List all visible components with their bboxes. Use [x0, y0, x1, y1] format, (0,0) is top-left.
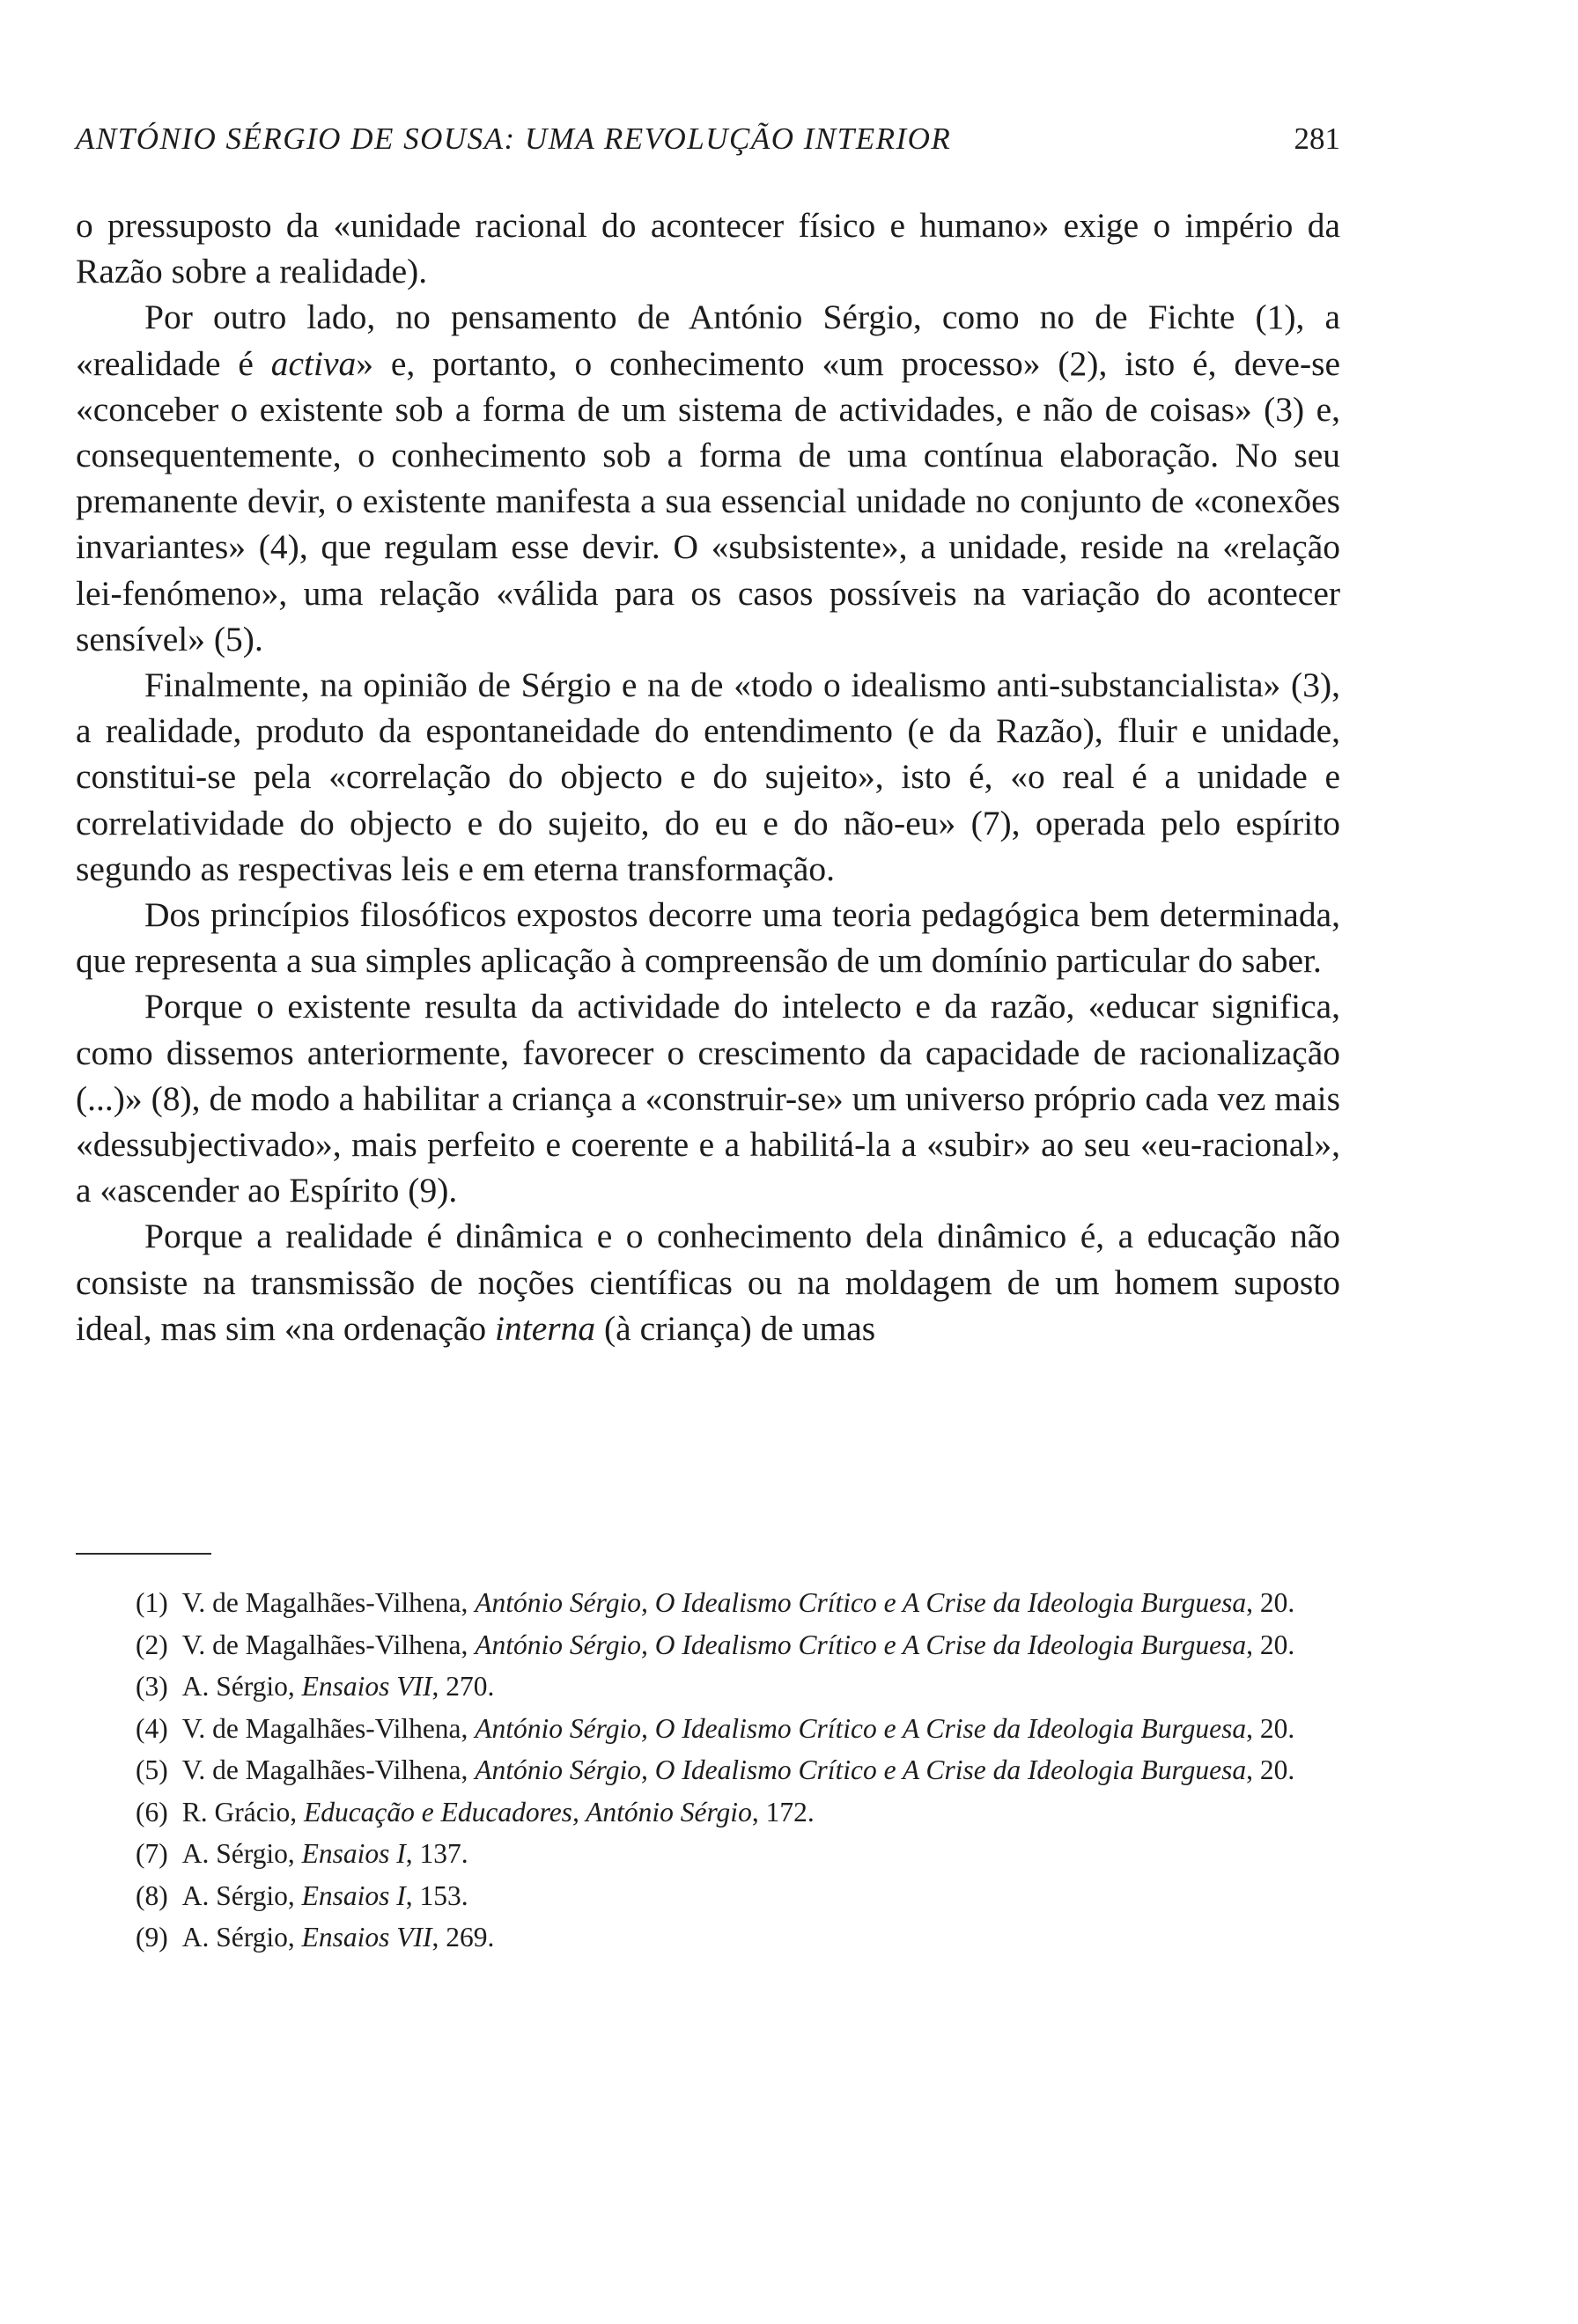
running-header: [76, 121, 1340, 174]
footnote-title: Ensaios I: [301, 1879, 406, 1911]
footnote-text: , 270.: [431, 1671, 495, 1702]
footnote-number: (4): [136, 1712, 168, 1744]
footnote-text: A. Sérgio,: [181, 1671, 302, 1702]
footnote-title: Ensaios VII: [301, 1922, 432, 1953]
footnote-text: , 20.: [1246, 1587, 1295, 1618]
footnote-title: Ensaios VII: [301, 1671, 432, 1702]
footnote-number: (2): [136, 1629, 168, 1660]
footnote-title: Ensaios I: [301, 1838, 406, 1869]
footnote-number: (8): [136, 1879, 168, 1911]
footnote-text: , 269.: [431, 1922, 495, 1953]
footnote-text: A. Sérgio,: [181, 1838, 302, 1869]
text-run: Porque a realidade é dinâmica e o conhecimento dela dinâmico é, a educação não consiste na transmissão de noções científicas ou na moldagem de um homem suposto ideal, mas sim «na ordenação: [76, 1217, 1340, 1348]
footnote-number: (9): [136, 1922, 168, 1953]
footnote-title: António Sérgio, O Idealismo Crítico e A Crise da Ideologia Burguesa: [475, 1587, 1247, 1618]
footnote-text: V. de Magalhães-Vilhena,: [181, 1587, 476, 1618]
footnote-text: R. Grácio,: [181, 1796, 304, 1828]
body-text: [76, 202, 1340, 1351]
footnote-title: António Sérgio, O Idealismo Crítico e A Crise da Ideologia Burguesa: [475, 1754, 1247, 1785]
footnote-text: , 20.: [1246, 1629, 1295, 1660]
footnote-text: A. Sérgio,: [181, 1879, 302, 1911]
italic-text: interna: [495, 1308, 596, 1348]
footnote-number: (7): [136, 1838, 168, 1869]
body-paragraph: [76, 662, 1340, 892]
footnote-title: António Sérgio, O Idealismo Crítico e A Crise da Ideologia Burguesa: [475, 1629, 1247, 1660]
body-paragraph: [76, 1213, 1340, 1351]
footnote-title: Educação e Educadores, António Sérgio: [303, 1796, 752, 1828]
footnote-text: , 20.: [1246, 1754, 1295, 1785]
text-run: » e, portanto, o conhecimento «um processo» (2), isto é, deve-se «conceber o existente sob a forma de um sistema de actividades, e não de coisas» (3) e, consequentemente, o conhecimento sob a forma de uma contínua elaboração. No seu premanente devir, o existente manifesta a sua essencial unidade no conjunto de «conexões invariantes» (4), que regulam esse devir. O «subsistente», a unidade, reside na «relação lei-fenómeno», uma relação «válida para os casos possíveis na variação do acontecer sensível» (5).: [76, 343, 1341, 658]
footnote: [76, 1919, 1340, 1957]
footnote-text: V. de Magalhães-Vilhena,: [181, 1754, 476, 1785]
body-paragraph: [76, 983, 1340, 1213]
footnote: [76, 1752, 1340, 1790]
text-run: Finalmente, na opinião de Sérgio e na de «todo o idealismo anti-substancialista» (3), a realidade, produto da espontaneidade do entendimento (e da Razão), fluir e unidade, constitui-se pela «correlação do objecto e do sujeito», isto é, «o real é a unidade e correlatividade do objecto e do sujeito, do eu e do não-eu» (7), operada pelo espírito segundo as respectivas leis e em eterna transformação.: [76, 666, 1340, 888]
footnote-number: (3): [136, 1671, 168, 1702]
footnote-text: V. de Magalhães-Vilhena,: [181, 1629, 476, 1660]
footnotes: [76, 1585, 1340, 1961]
running-title: ANTÓNIO SÉRGIO DE SOUSA: UMA REVOLUÇÃO INTERIOR: [76, 121, 952, 156]
footnote: [76, 1585, 1340, 1622]
footnote-title: António Sérgio, O Idealismo Crítico e A Crise da Ideologia Burguesa: [475, 1712, 1247, 1744]
italic-text: activa: [270, 343, 357, 383]
footnote-text: V. de Magalhães-Vilhena,: [181, 1712, 476, 1744]
footnote-number: (1): [136, 1587, 168, 1618]
text-run: (à criança) de umas: [595, 1308, 876, 1348]
footnote: [76, 1710, 1340, 1748]
footnote: [76, 1627, 1340, 1665]
body-paragraph: [76, 294, 1340, 662]
text-run: Porque o existente resulta da actividade do intelecto e da razão, «educar significa, como dissemos anteriormente, favorecer o crescimento da capacidade de racionalização (...)» (8), de modo a habilitar a criança a «construir-se» um universo próprio cada vez mais «dessubjectivado», mais perfeito e coerente e a habilitá-la a «subir» ao seu «eu-racional», a «ascender ao Espírito (9).: [76, 987, 1340, 1210]
footnote-separator: [76, 1553, 211, 1555]
footnote-number: (5): [136, 1754, 168, 1785]
footnote-text: , 172.: [751, 1796, 815, 1828]
text-run: Por outro lado, no pensamento de António Sérgio, como no de Fichte (1), a «realidade é: [76, 298, 1340, 383]
footnote: [76, 1794, 1340, 1832]
footnote-text: , 153.: [405, 1879, 468, 1911]
body-paragraph: [76, 892, 1340, 983]
footnote: [76, 1878, 1340, 1916]
footnote-text: A. Sérgio,: [181, 1922, 302, 1953]
footnote: [76, 1668, 1340, 1706]
footnote-text: , 137.: [405, 1838, 468, 1869]
footnote-number: (6): [136, 1796, 168, 1828]
text-run: o pressuposto da «unidade racional do acontecer físico e humano» exige o império da Razão sobre a realidade).: [76, 206, 1340, 291]
page-number: 281: [1294, 121, 1340, 156]
footnote: [76, 1835, 1340, 1873]
footnote-text: , 20.: [1246, 1712, 1295, 1744]
body-paragraph: [76, 202, 1340, 294]
text-run: Dos princípios filosóficos expostos decorre uma teoria pedagógica bem determinada, que representa a sua simples aplicação à compreensão de um domínio particular do saber.: [76, 895, 1340, 981]
